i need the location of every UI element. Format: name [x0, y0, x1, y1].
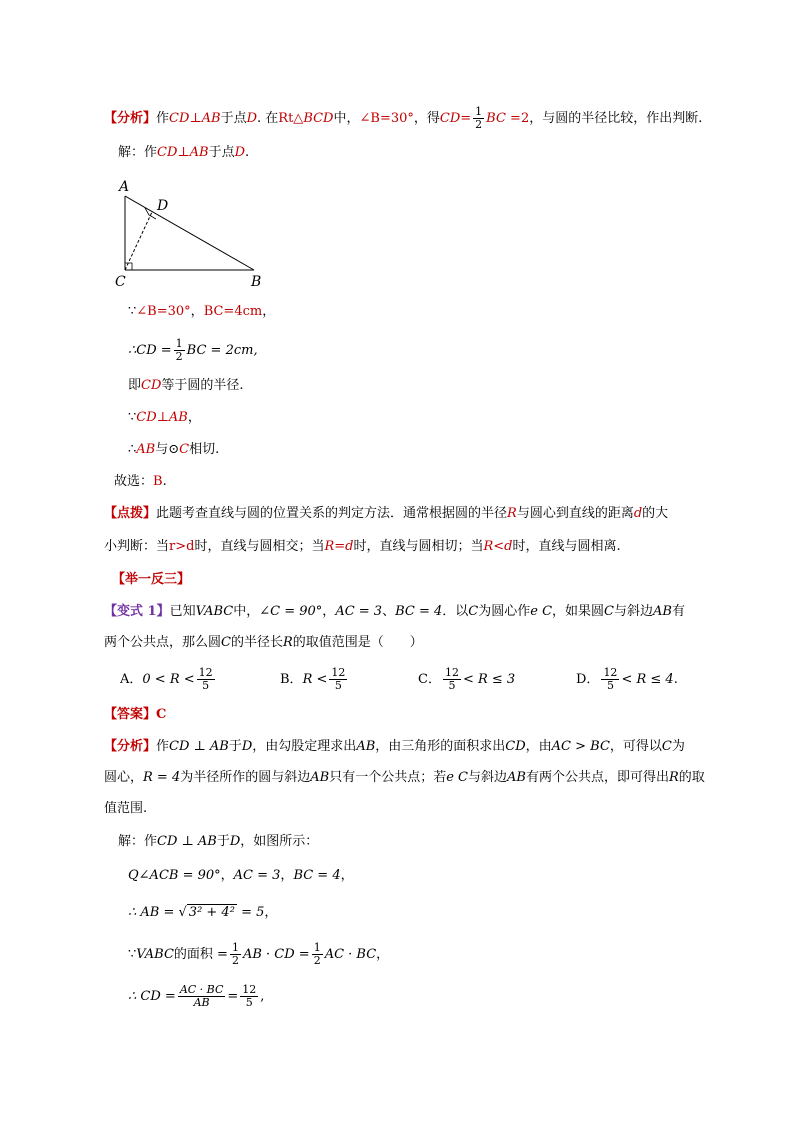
analysis2-line-2: 圆心，R = 4为半径所作的圆与斜边AB只有一个公共点；若e C与斜边AB有两个公共点，即可得出R的取 — [104, 770, 705, 785]
option-a[interactable]: A．0 < R < $\frac{12}{5}$ — [120, 666, 213, 692]
section-title: 【举一反三】 — [112, 572, 191, 587]
analysis-line: 【分析】作CD⊥AB于点D. 在Rt△BCD中，∠B=30°，得CD= $\frac{1}{2}$ BC =2，与圆的半径比较，作出判断. — [104, 105, 703, 131]
analysis2-line-1: 【分析】作CD ⊥ AB于D，由勾股定理求出AB，由三角形的面积求出CD，由AC > BC，可得以C为 — [104, 739, 685, 754]
choice-line: 故选：B. — [114, 474, 167, 489]
side-ab — [125, 196, 254, 270]
solution2-step-3: ∵VABC的面积 = $\frac{1}{2}$ AB · CD = $\frac{1}{2}$ AC · BC， — [128, 941, 390, 967]
right-angle-d — [145, 208, 156, 219]
solution-line: 解：作CD⊥AB于点D. — [118, 145, 250, 160]
triangle-diagram — [110, 174, 270, 294]
analysis-tag: 【分析】 — [104, 111, 157, 126]
right-angle-c — [125, 263, 132, 270]
solution2-step-4: ∴ CD = $\frac{AC \cdot BC}{AB}$ = $\frac{12}{5}$ , — [128, 983, 265, 1009]
step-2: ∴CD = $\frac{1}{2}$ BC = 2cm, — [128, 337, 258, 363]
variant-line-2: 两个公共点，那么圆C的半径长R的取值范围是（ ） — [104, 635, 423, 650]
solution2-step-1: Q∠ACB = 90°，AC = 3，BC = 4， — [128, 868, 354, 883]
step-1: ∵∠B=30°，BC=4cm， — [128, 304, 276, 319]
step-3: 即CD等于圆的半径. — [128, 378, 244, 393]
label-c: C — [115, 274, 126, 290]
tip-line-2: 小判断：当r>d时，直线与圆相交；当R=d时，直线与圆相切；当R<d时，直线与圆相离. — [104, 539, 621, 554]
analysis2-line-3: 值范围. — [104, 801, 148, 816]
fraction-half: $\frac{1}{2}$ — [475, 105, 483, 131]
solution2-line: 解：作CD ⊥ AB于D，如图所示： — [118, 834, 319, 849]
altitude-cd — [125, 212, 152, 270]
variant-line-1: 【变式 1】已知VABC中，∠C = 90°，AC = 3、BC = 4．以C为圆心作e C，如果圆C与斜边AB有 — [104, 604, 685, 619]
option-d[interactable]: D． $\frac{12}{5}$ < R ≤ 4. — [576, 666, 678, 692]
option-c[interactable]: C． $\frac{12}{5}$ < R ≤ 3 — [418, 666, 516, 692]
step-5: ∴AB与⊙C相切. — [128, 442, 220, 457]
step-4: ∵CD⊥AB， — [128, 410, 201, 425]
sqrt-expr: 3² + 4² — [188, 905, 235, 920]
solution2-step-2: ∴ AB = √ 3² + 4² = 5， — [128, 905, 278, 920]
label-b: B — [251, 274, 262, 290]
label-d: D — [157, 198, 169, 214]
tip-line-1: 【点拨】此题考查直线与圆的位置关系的判定方法．通常根据圆的半径R与圆心到直线的距离d的大 — [104, 506, 669, 521]
answer-line: 【答案】C — [104, 707, 167, 722]
label-a: A — [119, 179, 130, 195]
option-b[interactable]: B．R < $\frac{12}{5}$ — [280, 666, 346, 692]
